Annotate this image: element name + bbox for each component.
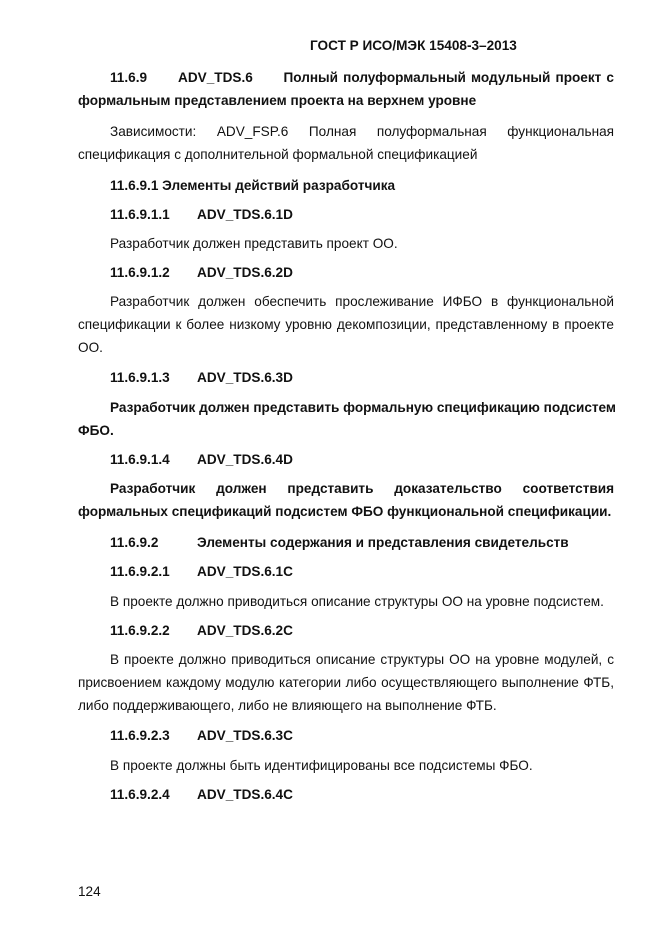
element-text: Разработчик должен представить проект ОО. [110,236,398,251]
section-title-line2: формальным представлением проекта на верхнем уровне [78,93,477,108]
element-number: 11.6.9.1.3 [110,370,170,385]
element-text-line2: присвоением каждому модулю категории либо осуществляющего выполнение ФТБ, [78,675,614,690]
element-text-line1: Разработчик должен представить формальную спецификацию подсистем [110,400,616,415]
element-text-line2: ФБО. [78,423,114,438]
element-code: ADV_TDS.6.1D [197,207,293,222]
element-number: 11.6.9.1.2 [110,265,170,280]
element-text: В проекте должно приводиться описание структуры ОО на уровне подсистем. [110,594,604,609]
element-number: 11.6.9.2.3 [110,728,170,743]
element-text-line1: В проекте должно приводиться описание структуры ОО на уровне модулей, с [110,652,614,667]
element-number: 11.6.9.2.2 [110,623,170,638]
element-code: ADV_TDS.6.3C [197,728,293,743]
element-text-line2: спецификации к более низкому уровню декомпозиции, представленному в проекте [78,317,614,332]
document-header: ГОСТ Р ИСО/МЭК 15408-3–2013 [310,38,517,53]
element-number: 11.6.9.1.4 [110,452,170,467]
element-text: В проекте должны быть идентифицированы все подсистемы ФБО. [110,758,533,773]
page-number: 124 [78,884,101,899]
section-title-line1: ADV_TDS.6 Полный полуформальный модульный проект с [178,70,614,85]
element-code: ADV_TDS.6.2C [197,623,293,638]
dependencies-line2: спецификация с дополнительной формальной спецификацией [78,147,478,162]
element-code: ADV_TDS.6.3D [197,370,293,385]
element-code: ADV_TDS.6.2D [197,265,293,280]
element-text-line1: Разработчик должен представить доказательство соответствия [110,481,614,496]
element-code: ADV_TDS.6.1C [197,564,293,579]
subsection-number: 11.6.9.2 [110,535,159,550]
subsection-title: Элементы содержания и представления свидетельств [197,535,569,550]
element-text-line2: формальных спецификаций подсистем ФБО функциональной спецификации. [78,504,612,519]
element-text-line3: ОО. [78,340,103,355]
element-code: ADV_TDS.6.4D [197,452,293,467]
element-number: 11.6.9.1.1 [110,207,170,222]
element-code: ADV_TDS.6.4C [197,787,293,802]
section-number: 11.6.9 [110,70,148,85]
element-text-line3: либо поддерживающего, либо не влияющего на выполнение ФТБ. [78,698,497,713]
element-text-line1: Разработчик должен обеспечить прослеживание ИФБО в функциональной [110,294,614,309]
element-number: 11.6.9.2.1 [110,564,170,579]
dependencies-line1: Зависимости: ADV_FSP.6 Полная полуформальная функциональная [110,124,614,139]
element-number: 11.6.9.2.4 [110,787,170,802]
subsection-heading: 11.6.9.1 Элементы действий разработчика [110,178,396,193]
